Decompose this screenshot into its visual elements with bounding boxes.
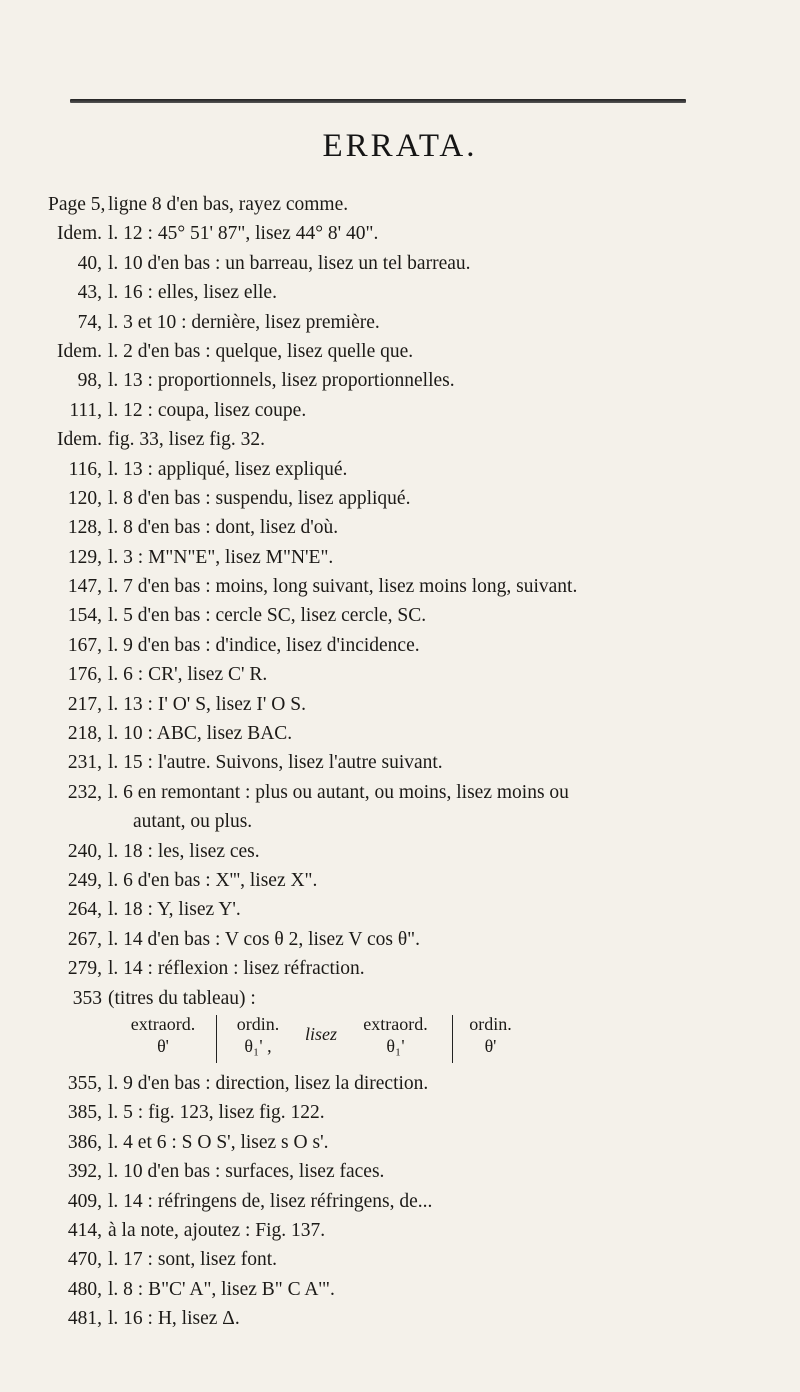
page-ref: 232, (67, 781, 102, 803)
correction-text: l. 10 d'en bas : un barreau, lisez un tel barreau. (108, 252, 471, 274)
page-ref: 98, (77, 370, 102, 392)
errata-list (48, 190, 788, 1333)
correction-text: l. 9 d'en bas : d'indice, lisez d'incidence. (108, 634, 420, 656)
correction-text: l. 8 d'en bas : dont, lisez d'où. (108, 517, 339, 539)
errata-entry (48, 690, 788, 719)
page-ref: 481, (67, 1308, 102, 1330)
correction-text: l. 5 d'en bas : cercle SC, lisez cercle, SC. (108, 605, 427, 627)
correction-text: l. 6 : CR', lisez C' R. (108, 664, 268, 686)
table-col-ordin: ordin. θ₁' , (236, 1013, 280, 1056)
errata-entry (48, 513, 788, 542)
correction-text: fig. 33, lisez fig. 32. (108, 429, 266, 451)
errata-entry (48, 455, 788, 484)
errata-entry (48, 837, 788, 866)
page-ref: 217, (67, 693, 102, 715)
correction-text: l. 13 : proportionnels, lisez proportionnelles. (108, 370, 455, 392)
errata-entry (48, 748, 788, 777)
page-ref: 267, (67, 928, 102, 950)
errata-entry (48, 778, 788, 807)
correction-text: l. 12 : 45° 51' 87", lisez 44° 8' 40". (108, 223, 379, 245)
table-divider (452, 1015, 453, 1063)
errata-entry (48, 1216, 788, 1245)
page-ref: 116, (68, 458, 102, 480)
errata-entry (48, 601, 788, 630)
page-ref: Idem. (57, 340, 102, 362)
page-ref: 120, (67, 487, 102, 509)
table-divider (216, 1015, 217, 1063)
correction-text: l. 6 en remontant : plus ou autant, ou moins, lisez moins ou (108, 781, 569, 803)
errata-entry (48, 1187, 788, 1216)
correction-text: l. 7 d'en bas : moins, long suivant, lisez moins long, suivant. (108, 576, 578, 598)
correction-text: l. 10 d'en bas : surfaces, lisez faces. (108, 1161, 385, 1183)
correction-text: l. 14 : réflexion : lisez réfraction. (108, 958, 365, 980)
errata-entry (48, 572, 788, 601)
correction-text: l. 16 : H, lisez Δ. (108, 1308, 240, 1330)
table-lisez: lisez (304, 1023, 337, 1044)
table-col-extraord-2: extraord. θ₁' (363, 1013, 428, 1056)
page-ref: 385, (67, 1102, 102, 1124)
table-col-extraord: extraord. θ' (130, 1013, 196, 1056)
errata-entry (48, 1304, 788, 1333)
page-ref: 353 (72, 987, 102, 1009)
correction-text: l. 16 : elles, lisez elle. (108, 282, 277, 304)
page-ref: 167, (67, 634, 102, 656)
correction-text: l. 18 : les, lisez ces. (108, 840, 260, 862)
errata-entry (48, 219, 788, 248)
errata-entry (48, 631, 788, 660)
errata-entry (48, 484, 788, 513)
page-ref: 470, (67, 1249, 102, 1271)
table-titles (48, 1013, 788, 1069)
page-ref: 218, (67, 723, 102, 745)
page-title: ERRATA. (322, 128, 478, 164)
errata-entry (48, 866, 788, 895)
correction-text: (titres du tableau) : (108, 987, 256, 1009)
page-ref: Page 5, (48, 194, 106, 215)
errata-entry (48, 719, 788, 748)
page-ref: 40, (77, 252, 102, 274)
page-ref: 264, (67, 899, 102, 921)
errata-entry (48, 925, 788, 954)
correction-text: l. 6 d'en bas : X''', lisez X". (108, 869, 318, 891)
errata-entry (48, 1098, 788, 1127)
correction-text: l. 10 : ABC, lisez BAC. (108, 723, 293, 745)
errata-entry (48, 190, 788, 219)
errata-entry (48, 660, 788, 689)
correction-text: l. 14 : réfringens de, lisez réfringens, de... (108, 1190, 433, 1212)
correction-text: l. 18 : Y, lisez Y'. (108, 899, 241, 921)
correction-text: l. 12 : coupa, lisez coupe. (108, 399, 307, 421)
page-ref: 147, (67, 576, 102, 598)
correction-text: l. 15 : l'autre. Suivons, lisez l'autre suivant. (108, 752, 443, 774)
errata-entry (48, 1069, 788, 1098)
correction-text: l. 2 d'en bas : quelque, lisez quelle que. (108, 340, 414, 362)
errata-entry (48, 895, 788, 924)
correction-text: l. 13 : appliqué, lisez expliqué. (108, 458, 348, 480)
page-ref: 392, (67, 1161, 102, 1183)
page-ref: 480, (67, 1278, 102, 1300)
errata-entry (48, 1275, 788, 1304)
page-ref: 154, (67, 605, 102, 627)
errata-entry (48, 954, 788, 983)
correction-text: l. 14 d'en bas : V cos θ 2, lisez V cos θ". (108, 928, 420, 950)
page-ref: 231, (67, 752, 102, 774)
page-ref: 128, (67, 517, 102, 539)
page-ref: 249, (67, 869, 102, 891)
page-ref: 386, (67, 1131, 102, 1153)
page-ref: 129, (67, 546, 102, 568)
errata-entry (48, 308, 788, 337)
correction-text: ligne 8 d'en bas, rayez comme. (108, 194, 349, 215)
page-ref: 240, (67, 840, 102, 862)
errata-entry (48, 278, 788, 307)
page-ref: 176, (67, 664, 102, 686)
errata-entry (48, 425, 788, 454)
correction-text: autant, ou plus. (133, 811, 253, 833)
page-ref: 279, (67, 958, 102, 980)
top-rule (70, 99, 686, 103)
page-ref: 414, (67, 1219, 102, 1241)
correction-text: à la note, ajoutez : Fig. 137. (108, 1219, 326, 1241)
errata-entry (48, 807, 788, 836)
errata-entry (48, 1157, 788, 1186)
errata-entry (48, 1128, 788, 1157)
errata-entry (48, 337, 788, 366)
errata-entry (48, 249, 788, 278)
page-ref: 111, (69, 399, 102, 421)
correction-text: l. 9 d'en bas : direction, lisez la direction. (108, 1072, 429, 1094)
errata-entry (48, 543, 788, 572)
correction-text: l. 5 : fig. 123, lisez fig. 122. (108, 1102, 325, 1124)
errata-entry (48, 984, 788, 1013)
errata-entries (48, 190, 788, 1013)
correction-text: l. 3 et 10 : dernière, lisez première. (108, 311, 380, 333)
correction-text: l. 3 : M"N"E", lisez M"N'E". (108, 546, 334, 568)
table-col-ordin-2: ordin. θ' (469, 1013, 512, 1056)
page-ref: 74, (77, 311, 102, 333)
page-ref: 43, (77, 282, 102, 304)
correction-text: l. 4 et 6 : S O S', lisez s O s'. (108, 1131, 329, 1153)
errata-entries-after (48, 1069, 788, 1334)
correction-text: l. 13 : I' O' S, lisez I' O S. (108, 693, 306, 715)
correction-text: l. 8 : B"C' A", lisez B" C A'". (108, 1278, 335, 1300)
correction-text: l. 17 : sont, lisez font. (108, 1249, 277, 1271)
correction-text: l. 8 d'en bas : suspendu, lisez appliqué. (108, 487, 411, 509)
page-ref: 409, (67, 1190, 102, 1212)
errata-entry (48, 1245, 788, 1274)
page-ref: 355, (67, 1072, 102, 1094)
errata-entry (48, 396, 788, 425)
page-ref: Idem. (57, 429, 102, 451)
page-ref: Idem. (57, 223, 102, 245)
errata-entry (48, 366, 788, 395)
